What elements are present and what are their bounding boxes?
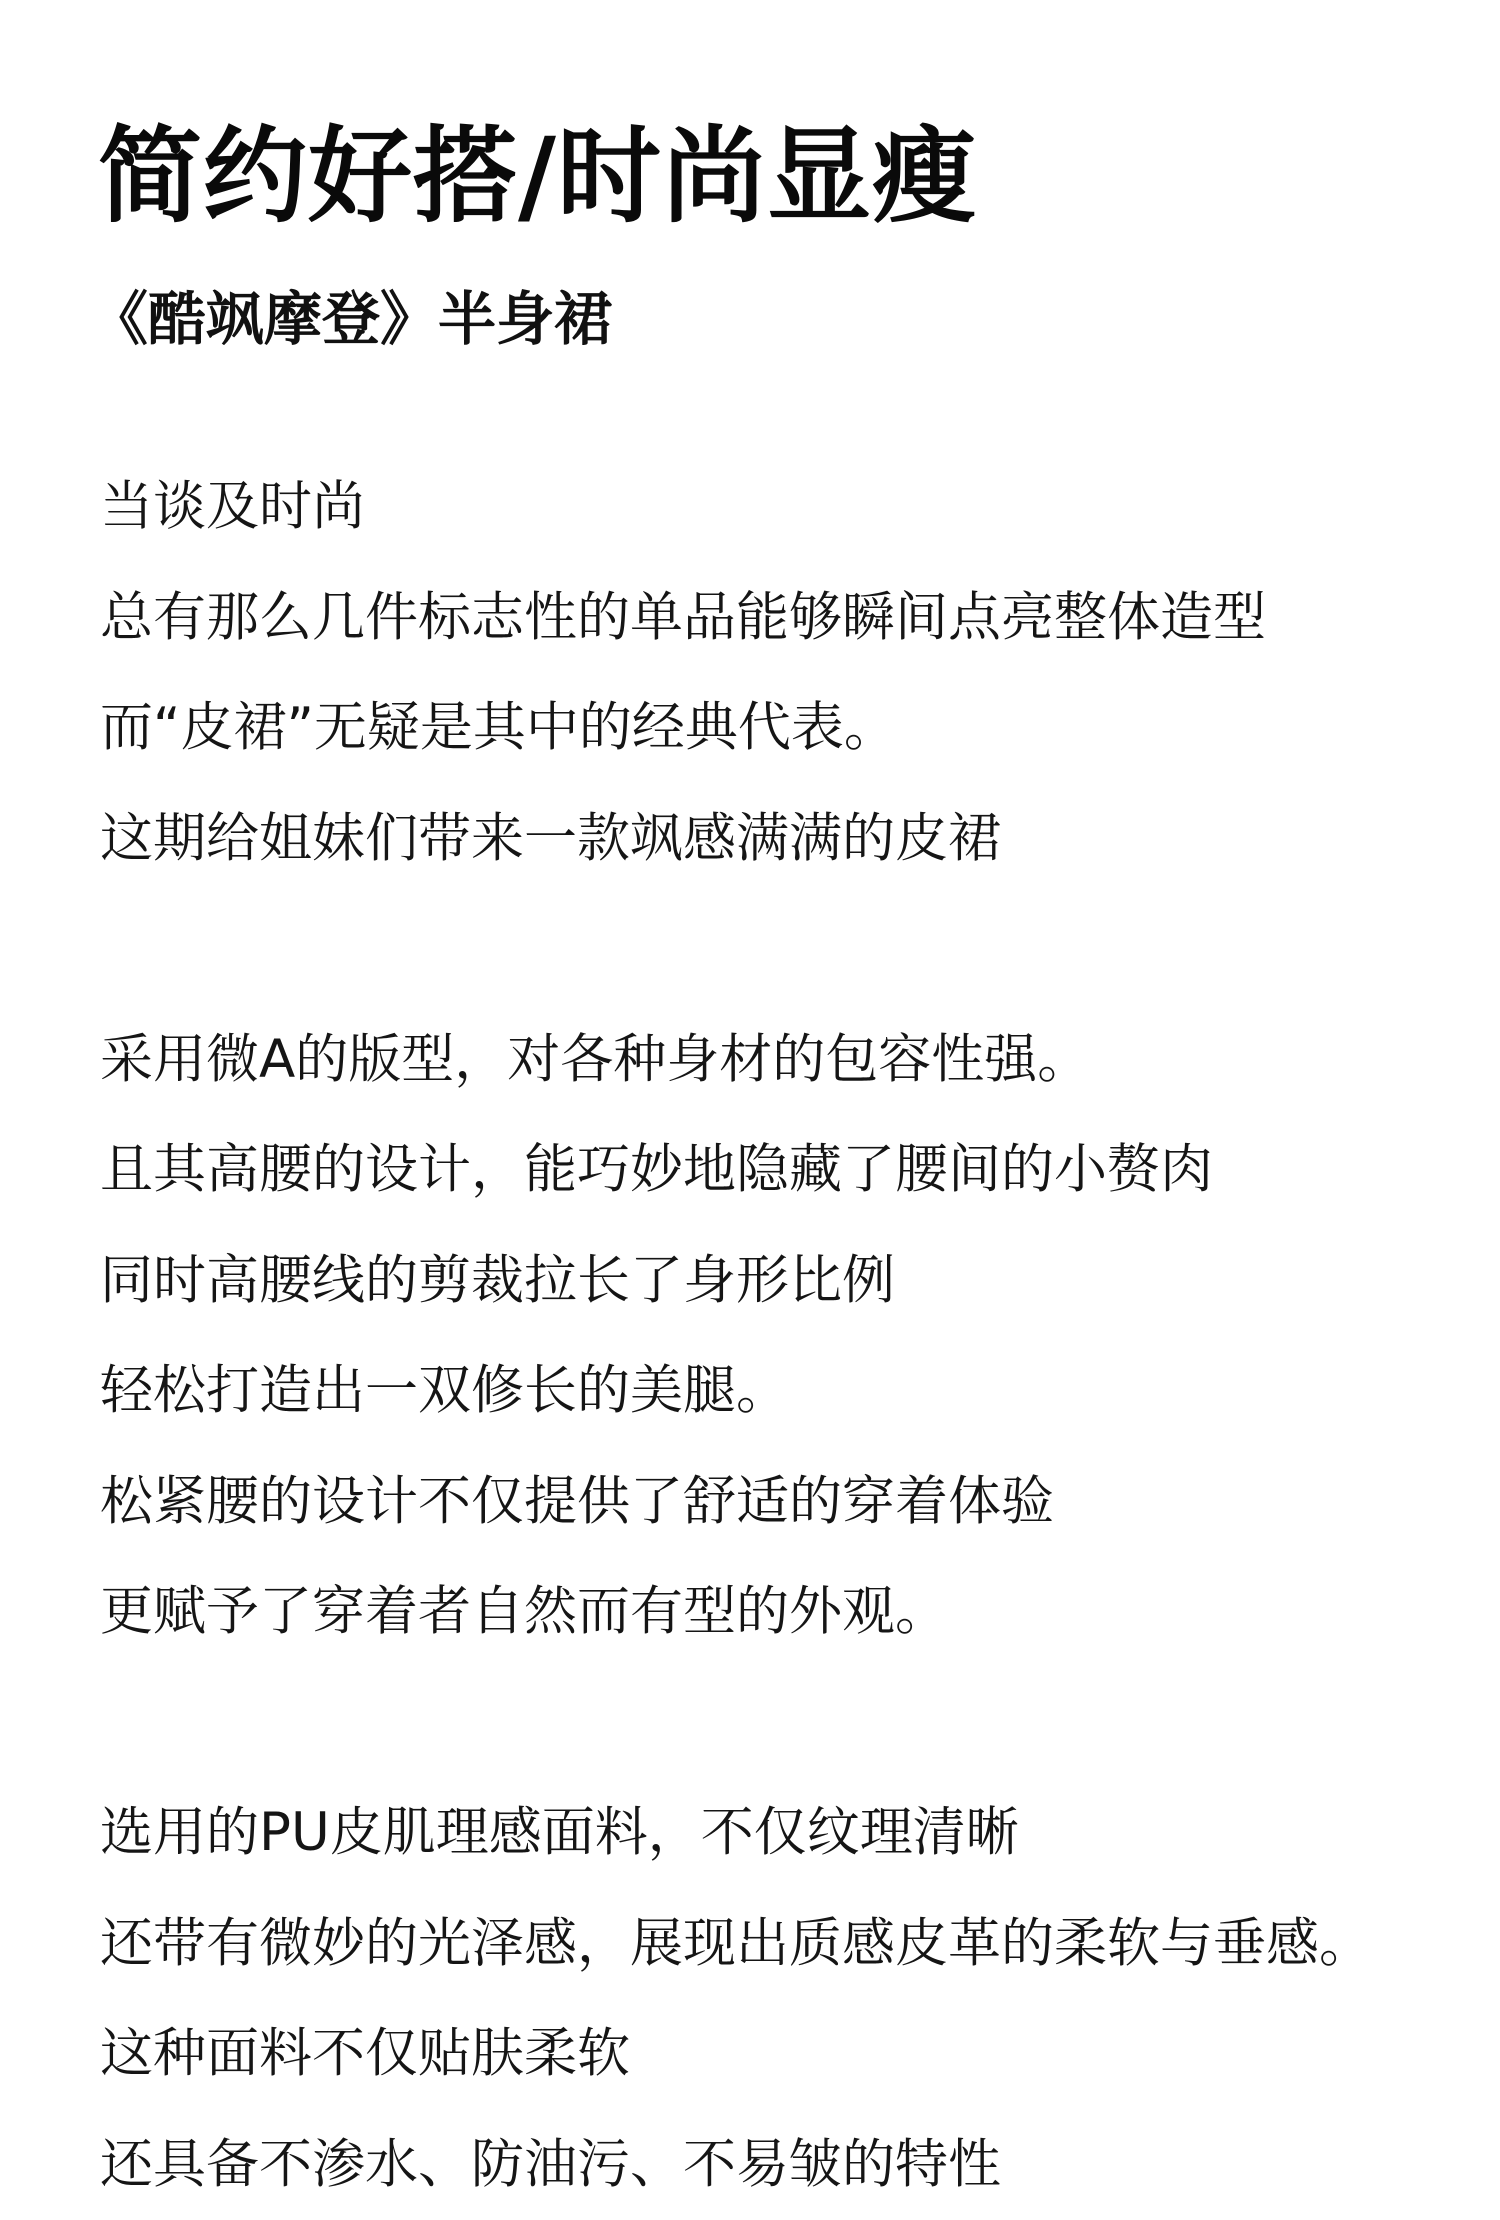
article-subtitle: 《酷飒摩登》半身裙 bbox=[90, 284, 612, 354]
article-body bbox=[100, 452, 1490, 2220]
paragraph-line: 这期给姐妹们带来一款飒感满满的皮裙 bbox=[100, 784, 1490, 895]
paragraph-line: 且其高腰的设计，能巧妙地隐藏了腰间的小赘肉 bbox=[100, 1115, 1490, 1226]
paragraph-line: 选用的PU皮肌理感面料，不仅纹理清晰 bbox=[100, 1778, 1490, 1889]
paragraph-line: 还带有微妙的光泽感，展现出质感皮革的柔软与垂感。 bbox=[100, 1889, 1490, 2000]
paragraph-line: 这种面料不仅贴肤柔软 bbox=[100, 1999, 1490, 2110]
paragraph-line: 轻松打造出一双修长的美腿。 bbox=[100, 1336, 1490, 1447]
paragraph-line: 当谈及时尚 bbox=[100, 452, 1490, 563]
paragraph bbox=[100, 452, 1490, 894]
paragraph-line: 而“皮裙”无疑是其中的经典代表。 bbox=[100, 673, 1490, 784]
paragraph-line: 总有那么几件标志性的单品能够瞬间点亮整体造型 bbox=[100, 563, 1490, 674]
paragraph bbox=[100, 1778, 1490, 2220]
paragraph-line: 还具备不渗水、防油污、不易皱的特性 bbox=[100, 2110, 1490, 2220]
paragraph bbox=[100, 1005, 1490, 1668]
paragraph-spacer bbox=[100, 894, 1490, 1005]
paragraph-line: 采用微A的版型，对各种身材的包容性强。 bbox=[100, 1005, 1490, 1116]
paragraph-spacer bbox=[100, 1668, 1490, 1779]
paragraph-line: 更赋予了穿着者自然而有型的外观。 bbox=[100, 1557, 1490, 1668]
paragraph-line: 松紧腰的设计不仅提供了舒适的穿着体验 bbox=[100, 1447, 1490, 1558]
paragraph-line: 同时高腰线的剪裁拉长了身形比例 bbox=[100, 1226, 1490, 1337]
article-title: 简约好搭/时尚显瘦 bbox=[98, 112, 977, 240]
